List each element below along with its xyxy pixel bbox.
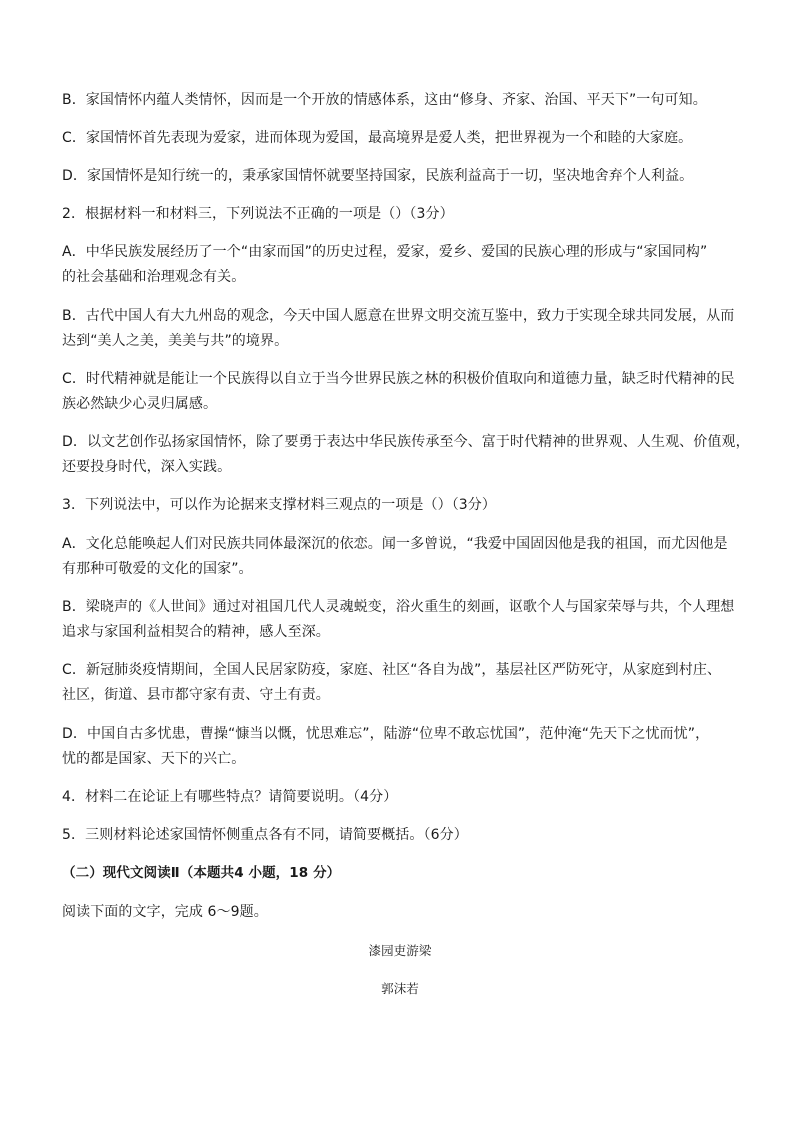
q2-option-a-line2: 的社会基础和治理观念有关。 bbox=[62, 269, 246, 285]
q3-option-b-line2: 追求与家国利益相契合的精神，感人至深。 bbox=[62, 624, 330, 640]
q2-option-c-line2: 族必然缺少心灵归属感。 bbox=[62, 396, 218, 412]
q2-option-c-line1: C．时代精神就是能让一个民族得以自立于当今世界民族之林的积极价值取向和道德力量，缺乏时代精神的民 bbox=[62, 371, 735, 387]
q2-option-d-line1: D．以文艺创作弘扬家国情怀，除了要勇于表达中华民族传承至今、富于时代精神的世界观、人生观、价值观， bbox=[62, 434, 750, 450]
question-4-stem: 4．材料二在论证上有哪些特点？请简要说明。（4分） bbox=[62, 789, 398, 805]
q3-option-b-line1: B．梁晓声的《人世间》通过对祖国几代人灵魂蜕变，浴火重生的刻画，讴歌个人与国家荣辱与共，个人理想 bbox=[62, 599, 735, 615]
q3-option-c-line2: 社区，街道、县市都守家有责、守土有责。 bbox=[62, 687, 330, 703]
option-d-text: D．家国情怀是知行统一的，秉承家国情怀就要坚持国家，民族利益高于一切，坚决地舍弃个人利益。 bbox=[62, 168, 694, 184]
passage-title: 漆园吏游梁 bbox=[368, 943, 432, 958]
q3-option-a-line2: 有那种可敬爱的文化的国家”。 bbox=[62, 561, 253, 577]
q3-option-a-line1: A．文化总能唤起人们对民族共同体最深沉的依恋。闻一多曾说，“我爱中国固因他是我的祖国，而尤因他是 bbox=[62, 536, 728, 552]
q2-option-a-line1: A．中华民族发展经历了一个“由家而国”的历史过程，爱家，爱乡、爱国的民族心理的形成与“家国同构” bbox=[62, 244, 708, 260]
question-3-stem: 3．下列说法中，可以作为论据来支撑材料三观点的一项是（）（3分） bbox=[62, 497, 497, 513]
question-5-stem: 5．三则材料论述家国情怀侧重点各有不同，请简要概括。（6分） bbox=[62, 827, 468, 843]
q2-option-b-line2: 达到“美人之美，美美与共”的境界。 bbox=[62, 333, 289, 349]
option-c-text: C．家国情怀首先表现为爱家，进而体现为爱国，最高境界是爱人类，把世界视为一个和睦的大家庭。 bbox=[62, 130, 693, 146]
q2-option-b-line1: B．古代中国人有大九州岛的观念，今天中国人愿意在世界文明交流互鉴中，致力于实现全球共同发展，从而 bbox=[62, 308, 735, 324]
passage-author: 郭沫若 bbox=[381, 981, 419, 996]
section-heading: （二）现代文阅读Ⅱ（本题共4 小题，18 分） bbox=[62, 865, 341, 881]
question-2-stem: 2．根据材料一和材料三，下列说法不正确的一项是（）（3分） bbox=[62, 206, 454, 222]
q3-option-d-line1: D．中国自古多忧患，曹操“慷当以慨，忧思难忘”，陆游“位卑不敢忘忧国”，范仲淹“先天下之忧而忧”， bbox=[62, 726, 710, 742]
reading-instruction: 阅读下面的文字，完成 6～9题。 bbox=[62, 904, 268, 920]
q2-option-d-line2: 还要投身时代，深入实践。 bbox=[62, 459, 232, 475]
q3-option-c-line1: C．新冠肺炎疫情期间，全国人民居家防疫，家庭、社区“各自为战”，基层社区严防死守，从家庭到村庄、 bbox=[62, 662, 722, 678]
q3-option-d-line2: 忧的都是国家、天下的兴亡。 bbox=[62, 751, 246, 767]
option-b-text: B．家国情怀内蕴人类情怀，因而是一个开放的情感体系，这由“修身、齐家、治国、平天下”一句可知。 bbox=[62, 92, 707, 108]
